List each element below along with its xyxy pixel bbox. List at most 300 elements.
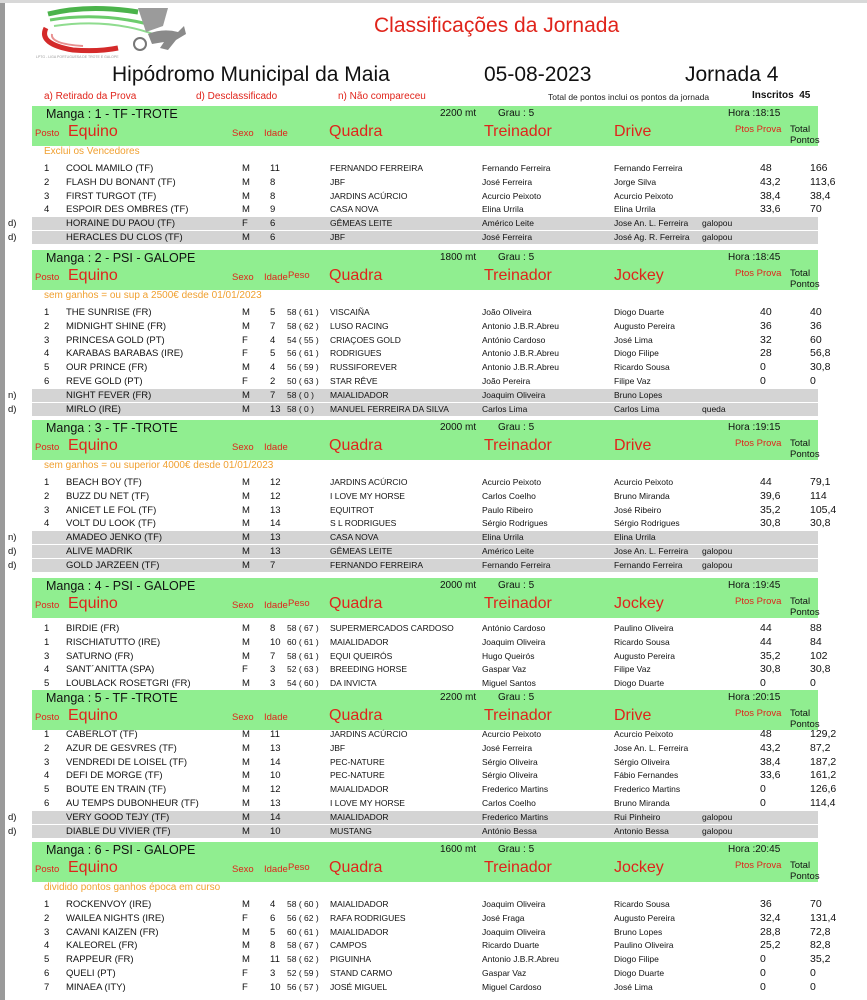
row-quadra: RUSSIFOREVER	[330, 362, 398, 373]
row-idade: 13	[270, 504, 281, 516]
row-ptos-prova: 0	[760, 797, 766, 809]
jornada-number: Jornada 4	[685, 63, 779, 86]
result-row	[0, 306, 822, 319]
col-treinador: Treinador	[484, 859, 552, 876]
race-manga: Manga : 2 - PSI - GALOPE	[46, 251, 196, 265]
col-rider: Drive	[614, 707, 652, 724]
row-sexo: M	[242, 546, 250, 557]
row-posto: 4	[44, 204, 50, 216]
row-idade: 6	[270, 232, 276, 243]
row-idade: 7	[270, 320, 276, 332]
row-sexo: M	[242, 926, 250, 938]
row-idade: 3	[270, 968, 276, 979]
row-idade: 5	[270, 348, 276, 360]
row-sexo: F	[242, 334, 248, 346]
row-peso: 60 ( 61 )	[287, 636, 319, 647]
row-quadra: JBF	[330, 232, 346, 242]
row-equino: THE SUNRISE (FR)	[66, 307, 152, 318]
row-peso: 58 ( 0 )	[287, 403, 314, 414]
row-sexo: M	[242, 559, 250, 571]
row-treinador: António Cardoso	[482, 623, 546, 633]
row-sexo: M	[242, 899, 250, 910]
row-rider: Sérgio Oliveira	[614, 756, 670, 767]
row-equino: WAILEA NIGHTS (IRE)	[66, 912, 165, 924]
row-total-pontos: 70	[810, 203, 822, 216]
col-peso: Peso	[288, 862, 310, 873]
result-row	[0, 981, 818, 994]
row-flag: n)	[8, 389, 17, 401]
row-flag: d)	[8, 218, 17, 230]
row-idade: 3	[270, 678, 276, 690]
row-observation: galopou	[702, 546, 733, 556]
row-idade: 10	[270, 770, 281, 782]
row-quadra: PEC-NATURE	[330, 770, 385, 781]
row-treinador: Acurcio Peixoto	[482, 477, 542, 487]
row-rider: Filipe Vaz	[614, 376, 651, 386]
row-equino: CABERLOT (TF)	[66, 729, 138, 740]
row-idade: 7	[270, 650, 276, 662]
row-rider: Carlos Lima	[614, 403, 660, 414]
result-row	[0, 162, 828, 175]
col-total-pontos: Total Pontos	[790, 438, 820, 460]
col-rider: Jockey	[614, 859, 664, 876]
row-peso: 58 ( 0 )	[287, 389, 314, 400]
race-distance: 2000 mt	[440, 422, 477, 433]
row-equino: BOUTE EN TRAIN (TF)	[66, 784, 167, 796]
row-idade: 7	[270, 559, 276, 571]
row-total-pontos: 82,8	[810, 939, 831, 952]
result-row	[0, 741, 831, 755]
col-sexo: Sexo	[232, 272, 254, 283]
row-ptos-prova: 48	[760, 162, 772, 174]
result-row	[8, 559, 818, 572]
race-hora: Hora :18:15	[728, 108, 781, 119]
row-treinador: João Oliveira	[482, 307, 532, 317]
col-treinador: Treinador	[484, 437, 552, 454]
row-quadra: SUPERMERCADOS CARDOSO	[330, 623, 454, 633]
row-ptos-prova: 36	[760, 898, 772, 910]
row-equino: COOL MAMILO (TF)	[66, 163, 154, 174]
row-posto: 3	[44, 190, 50, 202]
row-quadra: PIGUINHA	[330, 954, 372, 965]
row-total-pontos: 131,4	[810, 911, 837, 924]
row-equino: ANICET LE FOL (TF)	[66, 504, 157, 516]
row-flag: d)	[8, 559, 17, 571]
row-rider: Frederico Martins	[614, 784, 681, 795]
row-treinador: Gaspar Vaz	[482, 664, 527, 675]
row-posto: 1	[44, 307, 50, 318]
col-treinador: Treinador	[484, 707, 552, 724]
row-rider: Rui Pinheiro	[614, 811, 661, 822]
row-quadra: LUSO RACING	[330, 320, 389, 331]
row-idade: 4	[270, 334, 276, 346]
row-posto: 3	[44, 756, 50, 768]
row-equino: RISCHIATUTTO (IRE)	[66, 636, 161, 648]
row-posto: 3	[44, 650, 50, 662]
col-rider: Jockey	[614, 267, 664, 284]
row-posto: 2	[44, 742, 50, 754]
col-rider: Drive	[614, 123, 652, 140]
race-header	[32, 690, 818, 730]
row-sexo: M	[242, 756, 250, 768]
row-equino: RAPPEUR (FR)	[66, 954, 134, 966]
result-row	[0, 189, 831, 203]
row-flag: d)	[8, 546, 17, 557]
row-ptos-prova: 0	[760, 375, 766, 387]
row-equino: BIRDIE (FR)	[66, 623, 120, 634]
row-sexo: M	[242, 362, 250, 374]
row-total-pontos: 30,8	[810, 517, 831, 530]
row-sexo: M	[242, 954, 250, 966]
row-peso: 56 ( 59 )	[287, 362, 319, 373]
col-ptos-prova: Ptos Prova	[735, 860, 782, 871]
race-grau: Grau : 5	[498, 844, 535, 855]
row-idade: 10	[270, 636, 281, 648]
row-sexo: M	[242, 490, 250, 502]
row-sexo: M	[242, 940, 250, 952]
result-row	[0, 635, 822, 649]
row-equino: CAVANI KAIZEN (FR)	[66, 926, 159, 938]
race-distance: 2200 mt	[440, 692, 477, 703]
row-rider: José Lima	[614, 981, 653, 992]
row-quadra: RAFA RODRIGUES	[330, 912, 406, 923]
row-total-pontos: 79,1	[810, 476, 831, 488]
row-idade: 5	[270, 307, 276, 318]
row-peso: 52 ( 63 )	[287, 664, 319, 675]
row-treinador: Sérgio Oliveira	[482, 756, 538, 767]
row-quadra: S L RODRIGUES	[330, 518, 397, 529]
row-sexo: M	[242, 163, 250, 174]
race-header	[32, 578, 818, 618]
row-ptos-prova: 44	[760, 635, 772, 648]
row-sexo: M	[242, 811, 250, 823]
row-total-pontos: 35,2	[810, 953, 831, 966]
row-total-pontos: 30,8	[810, 361, 831, 374]
row-sexo: M	[242, 176, 250, 188]
row-rider: José Lima	[614, 334, 653, 345]
row-quadra: VISCAIÑA	[330, 307, 370, 317]
row-idade: 14	[270, 756, 281, 768]
row-rider: Jose An. L. Ferreira	[614, 218, 689, 229]
event-date: 05-08-2023	[484, 63, 592, 86]
row-posto: 7	[44, 981, 50, 993]
result-row	[8, 231, 818, 244]
row-flag: d)	[8, 232, 17, 243]
result-row	[8, 389, 818, 402]
result-row	[0, 925, 831, 939]
row-peso: 60 ( 61 )	[287, 926, 319, 937]
row-rider: José Ag. R. Ferreira	[614, 232, 690, 242]
row-idade: 6	[270, 218, 276, 230]
row-peso: 56 ( 62 )	[287, 912, 319, 923]
row-equino: FLASH DU BONANT (TF)	[66, 176, 176, 188]
result-row	[0, 967, 818, 980]
row-rider: Fernando Ferreira	[614, 163, 683, 173]
row-ptos-prova: 33,6	[760, 203, 781, 216]
row-equino: BEACH BOY (TF)	[66, 477, 142, 488]
row-posto: 4	[44, 518, 50, 530]
row-total-pontos: 0	[810, 375, 816, 387]
row-quadra: GÊMEAS LEITE	[330, 546, 393, 556]
row-treinador: Américo Leite	[482, 546, 534, 556]
row-flag: d)	[8, 403, 17, 415]
row-observation: galopou	[702, 218, 733, 229]
row-quadra: MAIALIDADOR	[330, 636, 389, 647]
row-treinador: Antonio J.B.R.Abreu	[482, 348, 560, 359]
row-treinador: Acurcio Peixoto	[482, 729, 542, 739]
row-equino: KARABAS BARABAS (IRE)	[66, 348, 184, 360]
row-peso: 50 ( 63 )	[287, 376, 319, 386]
row-sexo: M	[242, 650, 250, 662]
row-flag: n)	[8, 532, 17, 544]
row-equino: ESPOIR DES OMBRES (TF)	[66, 204, 189, 216]
row-equino: AMADEO JENKO (TF)	[66, 532, 163, 544]
result-row	[0, 769, 837, 782]
row-quadra: JARDINS ACÚRCIO	[330, 729, 408, 739]
row-treinador: António Bessa	[482, 825, 537, 836]
row-rider: Augusto Pereira	[614, 650, 675, 661]
row-sexo: F	[242, 968, 248, 979]
row-idade: 12	[270, 784, 281, 796]
row-rider: Diogo Duarte	[614, 678, 665, 689]
row-rider: Elina Urrila	[614, 204, 656, 215]
race-hora: Hora :18:45	[728, 252, 781, 263]
row-sexo: M	[242, 742, 250, 754]
row-ptos-prova: 32,4	[760, 911, 781, 924]
col-idade: Idade	[264, 600, 288, 611]
row-equino: PRINCESA GOLD (PT)	[66, 334, 165, 346]
col-total-pontos: Total Pontos	[790, 124, 820, 146]
race-header	[32, 106, 818, 146]
legend-nao-compareceu: n) Não compareceu	[338, 91, 426, 102]
col-peso: Peso	[288, 270, 310, 281]
race-condition: sem ganhos = ou superior 4000€ desde 01/01/2023	[44, 460, 274, 471]
col-quadra: Quadra	[329, 123, 383, 140]
row-equino: DIABLE DU VIVIER (TF)	[66, 825, 171, 837]
row-equino: GOLD JARZEEN (TF)	[66, 559, 160, 571]
row-rider: Ricardo Sousa	[614, 899, 670, 909]
row-ptos-prova: 44	[760, 476, 772, 488]
row-quadra: MAIALIDADOR	[330, 784, 389, 795]
row-rider: Diogo Duarte	[614, 968, 665, 978]
col-treinador: Treinador	[484, 267, 552, 284]
row-observation: galopou	[702, 811, 733, 822]
row-sexo: M	[242, 623, 250, 634]
row-quadra: RODRIGUES	[330, 348, 382, 359]
row-ptos-prova: 33,6	[760, 769, 781, 782]
result-row	[0, 517, 831, 530]
row-rider: Diogo Duarte	[614, 307, 665, 317]
result-row	[0, 755, 837, 769]
row-equino: AZUR DE GESVRES (TF)	[66, 742, 177, 754]
row-quadra: STAR RÊVE	[330, 376, 378, 386]
row-flag: d)	[8, 811, 17, 823]
race-hora: Hora :19:45	[728, 580, 781, 591]
row-treinador: Sérgio Oliveira	[482, 770, 538, 781]
row-peso: 58 ( 62 )	[287, 320, 319, 331]
row-sexo: F	[242, 218, 248, 230]
result-row	[0, 476, 831, 489]
row-treinador: Gaspar Vaz	[482, 968, 527, 978]
race-manga: Manga : 6 - PSI - GALOPE	[46, 843, 196, 857]
row-idade: 13	[270, 798, 281, 809]
row-quadra: FERNANDO FERREIRA	[330, 163, 424, 173]
row-observation: galopou	[702, 232, 733, 242]
row-rider: Jose An. L. Ferreira	[614, 546, 689, 556]
row-posto: 3	[44, 504, 50, 516]
row-treinador: Sérgio Rodrigues	[482, 518, 548, 529]
row-quadra: JBF	[330, 742, 346, 753]
row-treinador: Fernando Ferreira	[482, 163, 551, 173]
row-observation: queda	[702, 403, 726, 414]
row-ptos-prova: 28	[760, 347, 772, 360]
row-posto: 1	[44, 729, 50, 740]
row-rider: Ricardo Sousa	[614, 636, 670, 647]
row-quadra: I LOVE MY HORSE	[330, 490, 405, 501]
row-equino: ROCKENVOY (IRE)	[66, 899, 152, 910]
row-equino: NIGHT FEVER (FR)	[66, 389, 152, 401]
row-quadra: JARDINS ACÚRCIO	[330, 190, 408, 201]
col-posto: Posto	[35, 864, 60, 875]
row-sexo: M	[242, 232, 250, 243]
row-total-pontos: 56,8	[810, 347, 831, 360]
row-sexo: M	[242, 477, 250, 488]
result-row	[0, 489, 827, 503]
row-rider: Bruno Miranda	[614, 490, 670, 501]
row-total-pontos: 60	[810, 333, 822, 346]
row-rider: Elina Urrila	[614, 532, 656, 543]
row-sexo: M	[242, 320, 250, 332]
col-sexo: Sexo	[232, 600, 254, 611]
race-grau: Grau : 5	[498, 252, 535, 263]
result-row	[0, 663, 831, 676]
race-grau: Grau : 5	[498, 108, 535, 119]
result-row	[0, 953, 831, 966]
result-row	[0, 911, 837, 925]
result-row	[8, 545, 818, 558]
row-sexo: F	[242, 376, 248, 387]
row-idade: 6	[270, 912, 276, 924]
row-quadra: I LOVE MY HORSE	[330, 798, 405, 808]
row-equino: HORAINE DU PAOU (TF)	[66, 218, 176, 230]
row-equino: SATURNO (FR)	[66, 650, 134, 662]
row-peso: 56 ( 57 )	[287, 981, 319, 992]
row-total-pontos: 114	[810, 489, 827, 502]
row-quadra: STAND CARMO	[330, 968, 393, 978]
row-ptos-prova: 0	[760, 677, 766, 690]
row-equino: HERACLES DU CLOS (TF)	[66, 232, 183, 243]
row-total-pontos: 84	[810, 635, 822, 648]
row-idade: 14	[270, 518, 281, 530]
row-ptos-prova: 38,4	[760, 755, 781, 768]
row-ptos-prova: 30,8	[760, 663, 781, 676]
row-sexo: F	[242, 348, 248, 360]
row-posto: 1	[44, 623, 50, 634]
row-sexo: M	[242, 784, 250, 796]
row-idade: 12	[270, 490, 281, 502]
result-row	[8, 825, 818, 838]
row-rider: Filipe Vaz	[614, 664, 651, 675]
race-hora: Hora :19:15	[728, 422, 781, 433]
result-row	[0, 783, 837, 796]
row-total-pontos: 105,4	[810, 503, 837, 516]
result-row	[0, 203, 822, 216]
row-total-pontos: 102	[810, 649, 828, 662]
row-idade: 4	[270, 362, 276, 374]
row-peso: 58 ( 67 )	[287, 623, 319, 633]
row-treinador: Frederico Martins	[482, 811, 549, 822]
row-quadra: CRIAÇOES GOLD	[330, 334, 401, 345]
row-quadra: BREEDING HORSE	[330, 664, 407, 675]
row-equino: OUR PRINCE (FR)	[66, 362, 148, 374]
row-treinador: Ricardo Duarte	[482, 940, 540, 951]
row-treinador: Hugo Queirós	[482, 650, 535, 661]
row-equino: MIRLO (IRE)	[66, 403, 121, 415]
row-quadra: MAIALIDADOR	[330, 899, 389, 909]
col-total-pontos: Total Pontos	[790, 708, 820, 730]
row-quadra: MAIALIDADOR	[330, 811, 389, 822]
race-grau: Grau : 5	[498, 422, 535, 433]
result-row	[0, 375, 818, 388]
col-ptos-prova: Ptos Prova	[735, 438, 782, 449]
row-ptos-prova: 0	[760, 783, 766, 796]
row-equino: VOLT DU LOOK (TF)	[66, 518, 156, 530]
race-distance: 1600 mt	[440, 844, 477, 855]
result-row	[0, 175, 836, 189]
row-sexo: F	[242, 912, 248, 924]
result-row	[0, 677, 818, 690]
row-sexo: M	[242, 532, 250, 544]
venue-name: Hipódromo Municipal da Maia	[112, 63, 390, 86]
row-treinador: Joaquim Oliveira	[482, 389, 546, 400]
col-quadra: Quadra	[329, 707, 383, 724]
row-treinador: Miguel Santos	[482, 678, 536, 689]
col-sexo: Sexo	[232, 442, 254, 453]
row-equino: LOUBLACK ROSETGRI (FR)	[66, 678, 191, 690]
col-total-pontos: Total Pontos	[790, 268, 820, 290]
row-total-pontos: 129,2	[810, 728, 837, 740]
row-total-pontos: 0	[810, 967, 816, 979]
row-posto: 6	[44, 376, 50, 387]
row-posto: 1	[44, 636, 50, 648]
row-sexo: M	[242, 770, 250, 782]
row-total-pontos: 87,2	[810, 741, 831, 754]
row-posto: 4	[44, 664, 50, 676]
row-ptos-prova: 39,6	[760, 489, 781, 502]
row-rider: Diogo Filipe	[614, 348, 659, 359]
col-quadra: Quadra	[329, 437, 383, 454]
row-sexo: M	[242, 825, 250, 837]
row-quadra: EQUITROT	[330, 504, 374, 515]
row-total-pontos: 72,8	[810, 925, 831, 938]
row-treinador: Acurcio Peixoto	[482, 190, 542, 201]
row-ptos-prova: 0	[760, 953, 766, 966]
row-peso: 52 ( 59 )	[287, 968, 319, 978]
row-ptos-prova: 32	[760, 333, 772, 346]
row-ptos-prova: 28,8	[760, 925, 781, 938]
col-ptos-prova: Ptos Prova	[735, 708, 782, 719]
col-peso: Peso	[288, 598, 310, 609]
row-observation: galopou	[702, 559, 733, 570]
row-equino: VERY GOOD TEJY (TF)	[66, 811, 170, 823]
race-condition: sem ganhos = ou sup a 2500€ desde 01/01/2023	[44, 290, 262, 301]
row-equino: QUELI (PT)	[66, 968, 116, 979]
legend-desclassificado: d) Desclassificado	[196, 91, 278, 102]
row-posto: 2	[44, 490, 50, 502]
row-posto: 1	[44, 899, 50, 910]
row-idade: 11	[270, 163, 280, 174]
row-quadra: MANUEL FERREIRA DA SILVA	[330, 403, 449, 414]
